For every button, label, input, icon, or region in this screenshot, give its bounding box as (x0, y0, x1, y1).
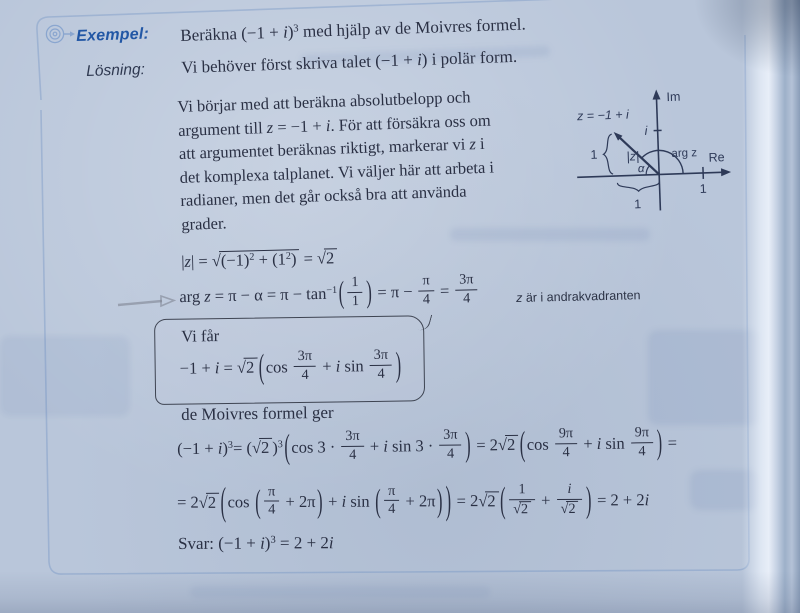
re-axis-label: Re (708, 150, 725, 165)
bottom-shadow (0, 571, 800, 613)
solution-label: Lösning: (86, 61, 146, 80)
modulus-formula: $|z| = √(-1)^2 + (1^2) = √2$ (181, 248, 338, 272)
calculation-line-2: = 2√2 (cos ( $\frac{\pi}{4}$ + 2π) + i sin ( $\frac{\pi}{4}$ + 2π) ) = 2√2 ( $\frac{1}{√2}$ + $\frac{i}{√2}$ ) = 2 + 2i (177, 476, 650, 524)
moivre-intro: de Moivres formel ger (181, 402, 334, 424)
corner-shadow (690, 0, 800, 80)
solution-intro: Vi behöver först skriva talet (−1 + i) i polär form. (181, 46, 518, 77)
argument-formula: arg $z = \pi - \alpha = \pi - \tan^{-1}$( $\frac{1}{1}$ ) = π − $\frac{\pi}{4}$ = $\frac{3\pi}{4}$ (179, 274, 480, 316)
calculation-line-1: $(-1 + i)^3= (√2$ )$^3$(cos 3 · $\frac{3\pi}{4}$ + i sin 3 · $\frac{3\pi}{4}$ ) = 2√2 (cos $\frac{9\pi}{4}$ + i sin $\frac{9\pi}{4}$ ) = (177, 421, 678, 467)
problem-statement: Beräkna $(-1 + i)^3$ med hjälp av de Moivres formel. (180, 14, 526, 45)
z-point-label: z = −1 + i (576, 107, 630, 124)
polar-form-formula: −1 + i = √2 (cos $\frac{3\pi}{4}$ + i sin $\frac{3\pi}{4}$ ) (179, 344, 402, 387)
im-axis-arrow (652, 89, 660, 99)
bottom-brace (617, 181, 659, 191)
page-edge (742, 0, 800, 613)
body-paragraph: Vi börjar med att beräkna absolutbelopp och argument till z = −1 + i. För att försäkra oss om att argumentet beräknas riktigt, markerar vi z i det komplexa talplanet. Vi väljer här att arbeta i radianer, men det går också bra att använda grader. (177, 87, 495, 234)
i-tick-label: i (644, 123, 648, 138)
quadrant-note: z är i andrakvadranten (516, 288, 641, 305)
pencil-arrow (116, 295, 178, 313)
example-icon (44, 22, 76, 51)
hand-drawn-box (154, 315, 425, 405)
answer-line: Svar: $(-1 + i)^3 = 2 + 2i$ (178, 533, 334, 553)
im-axis-label: Im (666, 89, 681, 105)
im-axis (656, 97, 660, 211)
alpha-label: α (637, 162, 645, 176)
left-brace (603, 134, 613, 174)
modulus-label: |z| (626, 149, 640, 164)
arg-label: arg z (671, 147, 698, 161)
unit-bottom-label: 1 (633, 197, 642, 212)
re-axis-arrow (721, 168, 731, 176)
example-label: Exempel: (76, 25, 150, 45)
complex-plane-diagram (556, 79, 761, 231)
box-intro: Vi får (181, 326, 220, 346)
spiral-arrow-icon (44, 22, 76, 46)
unit-left-label: 1 (590, 147, 598, 162)
alpha-arc (646, 166, 650, 175)
unit-re-label: 1 (699, 181, 707, 197)
